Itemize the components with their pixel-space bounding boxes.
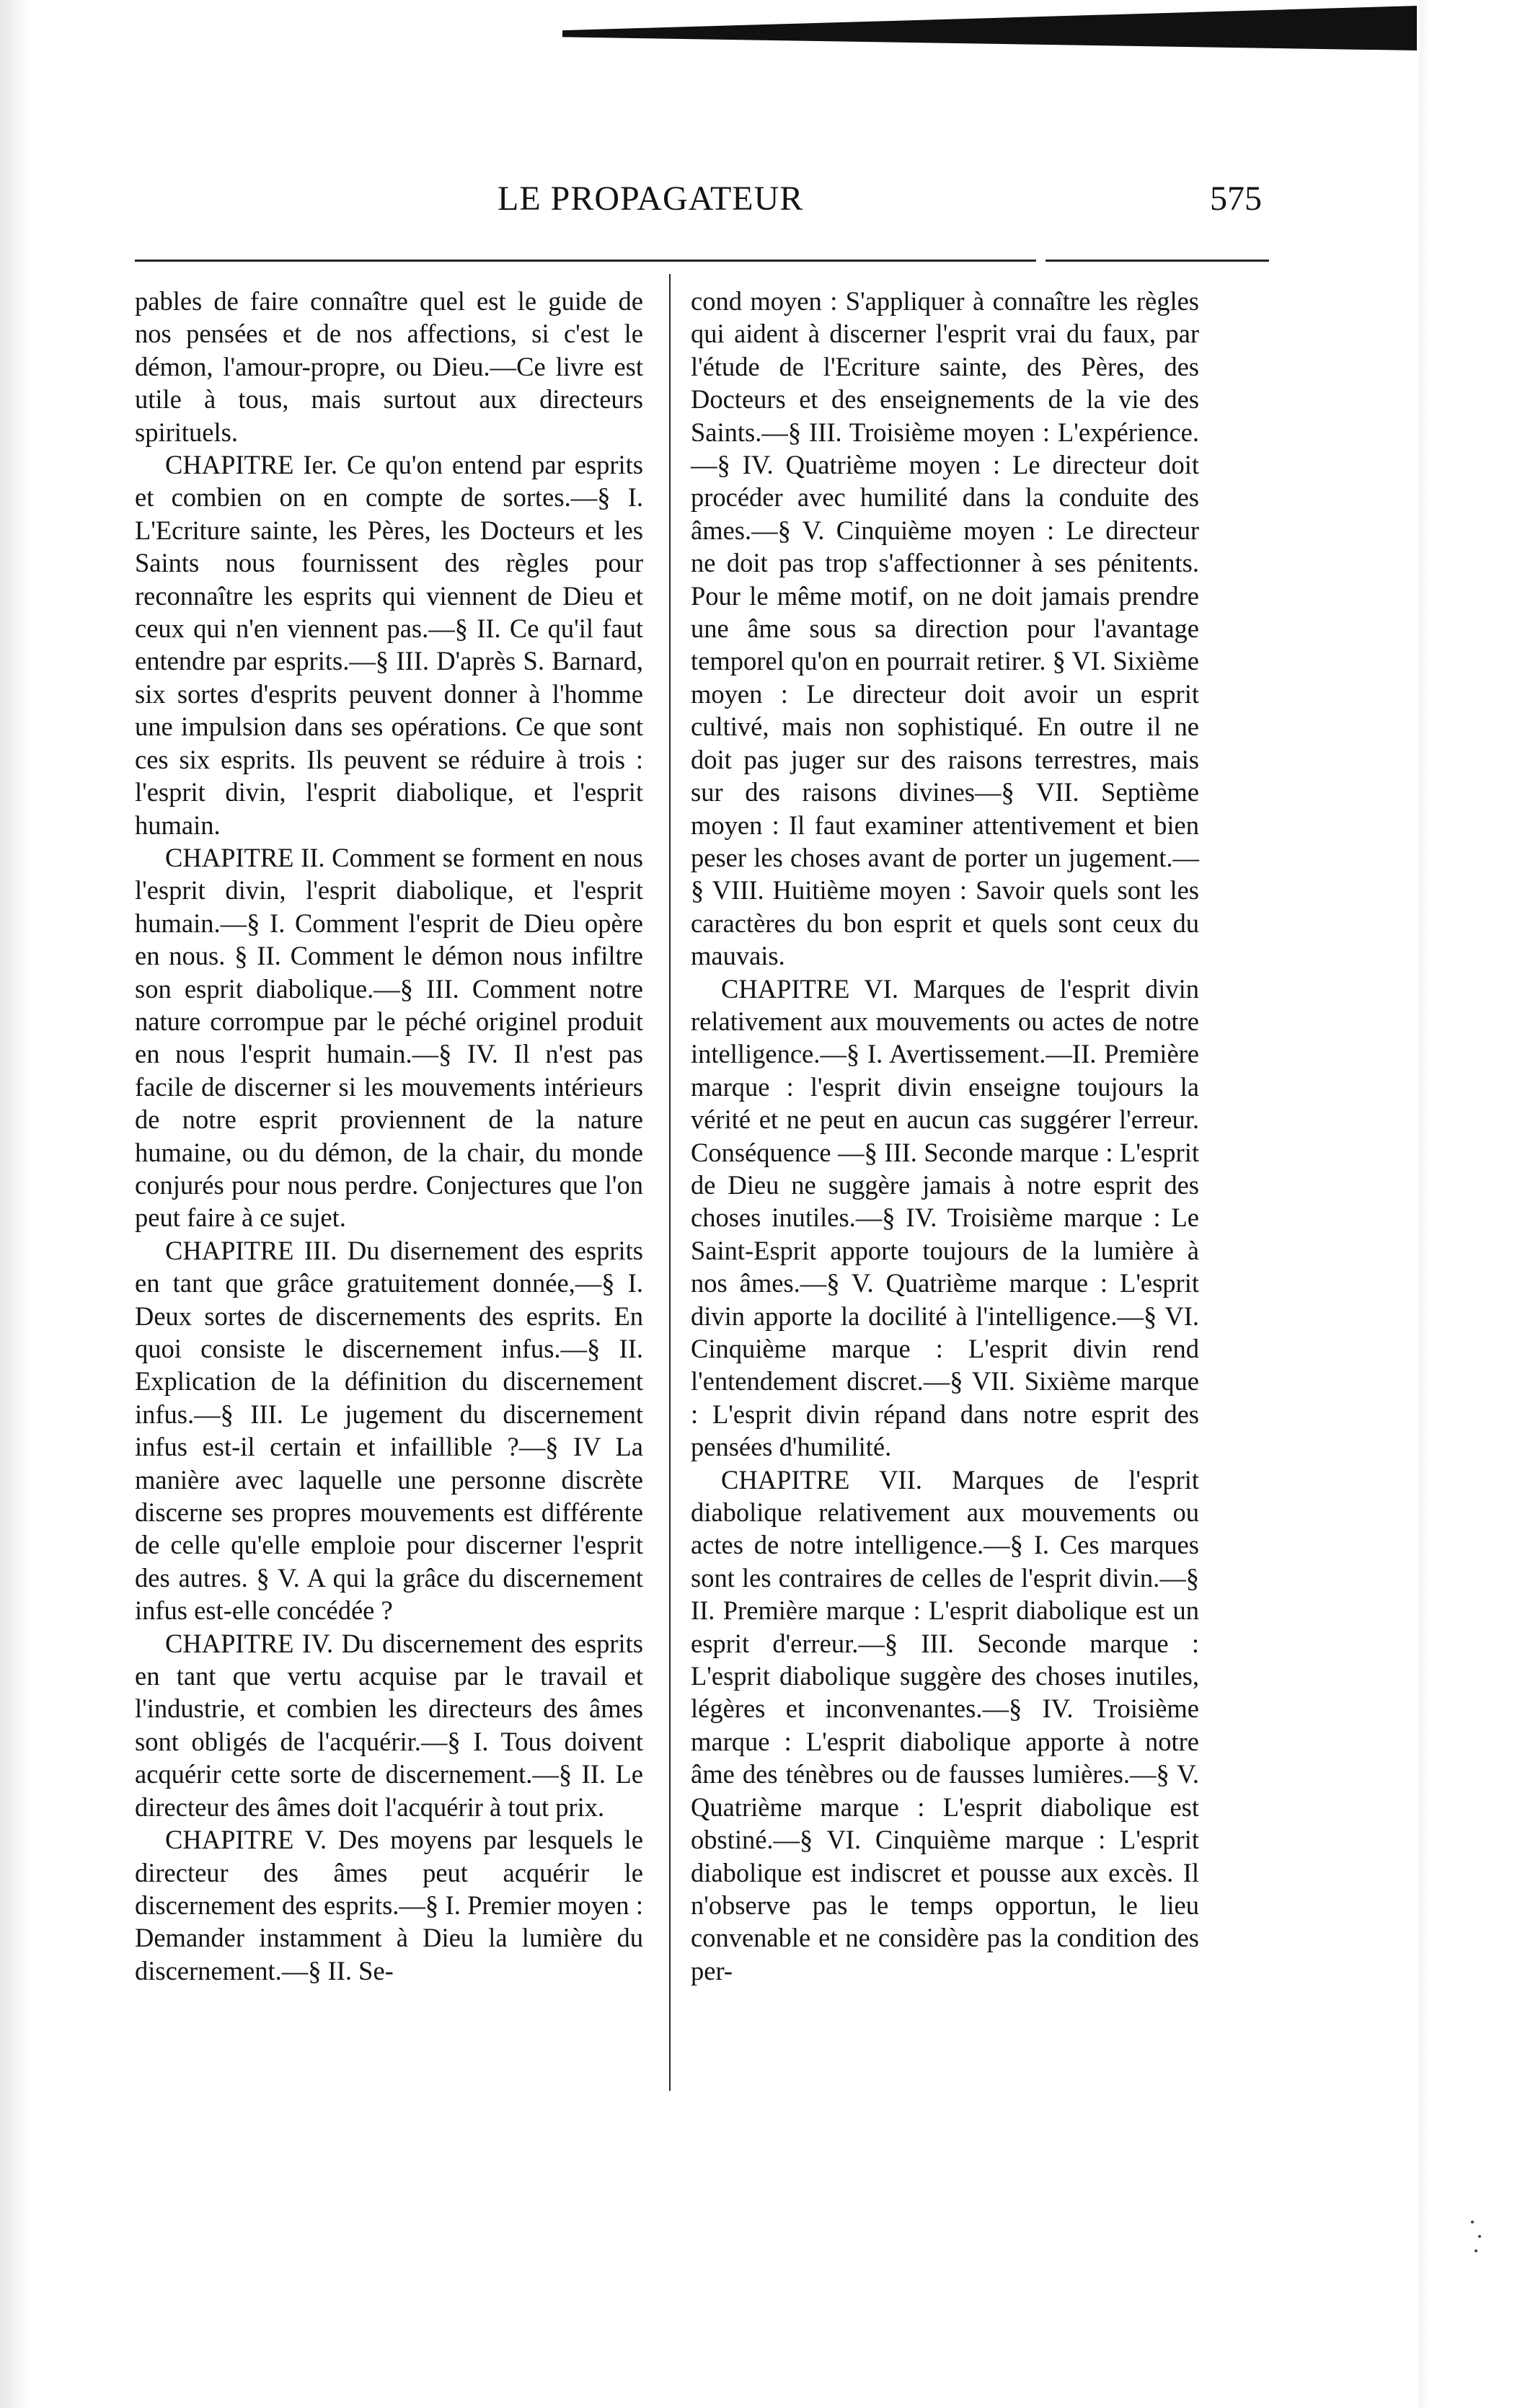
right-paragraph: cond moyen : S'appliquer à connaître les règles qui aident à discerner l'esprit vrai du faux, par l'étude de l'Ecriture sainte, des Pères, des Docteurs et des enseignements de la vie des Saints.—§ III. Troisième moyen : L'expérience.—§ IV. Quatrième moyen : Le directeur doit procéder avec humilité dans la conduite des âmes.—§ V. Cinquième moyen : Le directeur ne doit pas trop s'affectionner à ses pénitents. Pour le même motif, on ne doit jamais prendre une âme sous sa direction pour l'avantage temporel qu'on en pourrait retirer. § VI. Sixième moyen : Le directeur doit avoir un esprit cultivé, mais non sophistiqué. En outre il ne doit pas juger sur des raisons terrestres, mais sur des raisons divines—§ VII. Septième moyen : Il faut examiner attentivement et bien peser les choses avant de porter un jugement.—§ VIII. Huitième moyen : Savoir quels sont les caractères du bon esprit et quels sont ceux du mauvais. [691,286,1199,971]
scan-binding-shadow [562,6,1417,50]
page-gutter-shadow [0,0,29,2408]
left-paragraph: CHAPITRE IV. Du discernement des esprits en tant que vertu acquise par le travail et l'industrie, et combien les directeurs des âmes sont obligés de l'acquérir.—§ I. Tous doivent acquérir cette sorte de discernement.—§ II. Le directeur des âmes doit l'acquérir à tout prix. [135,1628,643,1822]
column-divider [669,274,671,2091]
left-paragraph: CHAPITRE Ier. Ce qu'on entend par esprits et combien on en compte de sortes.—§ I. L'Ecriture sainte, les Pères, les Docteurs et les Saints nous fournissent des règles pour reconnaître les esprits qui viennent de Dieu et ceux qui n'en viennent pas.—§ II. Ce qu'il faut entendre par esprits.—§ III. D'après S. Barnard, six sortes d'esprits peuvent donner à l'homme une impulsion dans ses opérations. Ce que sont ces six esprits. Ils peuvent se réduire à trois : l'esprit divin, l'esprit diabolique, et l'esprit humain. [135,450,643,840]
header-rule [135,260,1036,262]
left-paragraph: CHAPITRE V. Des moyens par lesquels le directeur des âmes peut acquérir le discernement des esprits.—§ I. Premier moyen : Demander instamment à Dieu la lumière du discernement.—§ II. Se- [135,1825,643,1986]
scan-speck [1471,2221,1474,2223]
right-paragraph: CHAPITRE VI. Marques de l'esprit divin relativement aux mouvements ou actes de notre intelligence.—§ I. Avertissement.—II. Première marque : l'esprit divin enseigne toujours la vérité et ne peut en aucun cas suggérer l'erreur. Conséquence —§ III. Seconde marque : L'esprit de Dieu ne suggère jamais à notre esprit des choses inutiles.—§ IV. Troisième marque : Le Saint-Esprit apporte toujours de la lumière à nos âmes.—§ V. Quatrième marque : L'esprit divin apporte la docilité à l'intelligence.—§ VI. Cinquième marque : L'esprit divin rend l'entendement discret.—§ VII. Sixième marque : L'esprit divin répand dans notre esprit des pensées d'humilité. [691,973,1199,1462]
running-title: LE PROPAGATEUR [498,180,804,218]
left-paragraph: pables de faire connaître quel est le guide de nos pensées et de nos affections, si c'est le démon, l'amour-propre, ou Dieu.—Ce livre est utile à tous, mais surtout aux directeurs spirituels. [135,286,643,447]
right-paragraph: CHAPITRE VII. Marques de l'esprit diabolique relativement aux mouvements ou actes de notre intelligence.—§ I. Ces marques sont les contraires de celles de l'esprit divin.—§ II. Première marque : L'esprit diabolique est un esprit d'erreur.—§ III. Seconde marque : L'esprit diabolique suggère des choses inutiles, légères et inconvenantes.—§ IV. Troisième marque : L'esprit diabolique apporte à notre âme des ténèbres ou de fausses lumières.—§ V. Quatrième marque : L'esprit diabolique est obstiné.—§ VI. Cinquième marque : L'esprit diabolique est indiscret et pousse aux excès. Il n'observe pas le temps opportun, le lieu convenable et ne considère pas la condition des per- [691,1464,1199,1986]
header-rule-short [1046,260,1269,262]
left-paragraph: CHAPITRE II. Comment se forment en nous l'esprit divin, l'esprit diabolique, et l'esprit humain.—§ I. Comment l'esprit de Dieu opère en nous. § II. Comment le démon nous infiltre son esprit diabolique.—§ III. Comment notre nature corrompue par le péché originel produit en nous l'esprit humain.—§ IV. Il n'est pas facile de discerner si les mouvements intérieurs de notre esprit proviennent de la nature humaine, ou du démon, de la chair, du monde conjurés pour nous perdre. Conjectures que l'on peut faire à ce sujet. [135,842,643,1233]
right-column [691,285,1199,1987]
left-paragraph: CHAPITRE III. Du disernement des esprits en tant que grâce gratuitement donnée,—§ I. Deux sortes de discernements des esprits. En quoi consiste le discernement infus.—§ II. Explication de la définition du discernement infus.—§ III. Le jugement du discernement infus est-il certain et infaillible ?—§ IV La manière avec laquelle une personne discrète discerne ses propres mouvements est différente de celle qu'elle emploie pour discerner l'esprit des autres. § V. A qui la grâce du discernement infus est-elle concédée ? [135,1235,643,1626]
page-edge-shadow [1419,0,1431,2408]
page-number: 575 [1210,180,1262,218]
page-header [498,179,1262,229]
scan-speck [1475,2249,1477,2252]
scan-speck [1478,2235,1481,2238]
left-column [135,285,643,1987]
